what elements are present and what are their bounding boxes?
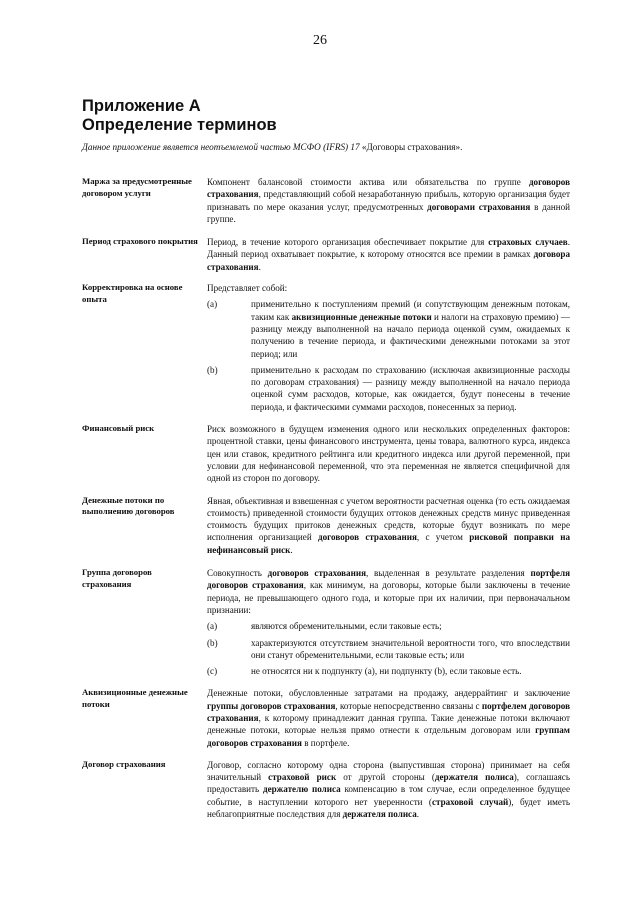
definition-subitem <box>207 298 570 359</box>
text-run: Период, в течение которого организация обеспечивает покрытие для <box>207 237 489 248</box>
definition-term: Маржа за предусмотренные договором услуги <box>82 176 192 198</box>
definition-entry <box>82 687 570 748</box>
defined-term-ref: аквизиционные денежные потоки <box>291 311 432 322</box>
text-run: , которые непосредственно связаны с <box>335 700 482 711</box>
definition-text <box>207 423 570 484</box>
definition-subitem <box>207 364 570 413</box>
definition-text <box>207 236 570 273</box>
defined-term-ref: договорами страхования <box>427 201 531 212</box>
text-run: Совокупность <box>207 568 268 579</box>
definition-term: Корректировка на основе опыта <box>82 282 183 304</box>
definition-term: Аквизиционные денежные потоки <box>82 687 188 709</box>
text-run: компенсацию в том случае, если определенное будущее событие, в наступлении которого нет уверенности ( <box>207 784 570 807</box>
definition-subitem <box>207 620 570 632</box>
text-run: Риск возможного в будущем изменения одного или нескольких определенных факторов: процентной ставки, цены финансового инструмента, цены товара, валютного курса, индекса цен или ставок, кредитного рейтинга или кредитного индекса или другой переменной, при условии для нефинансовой переменной, что эта переменная не является специфичной для одной из сторон по договору. <box>207 424 570 484</box>
definition-body <box>207 236 570 273</box>
defined-term-ref: договора страхования <box>207 249 570 272</box>
subitem-text <box>251 364 570 413</box>
text-run: , как минимум, на договоры, которые были заключены в течение периода, не превышающего одного года, и которые при их наличии, при первоначальном признании: <box>207 580 570 615</box>
definition-term: Денежные потоки по выполнению договоров <box>82 494 175 517</box>
definitions-list <box>82 176 570 830</box>
defined-term-ref: держателя полиса <box>434 772 514 783</box>
text-run: в данной группе. <box>207 201 570 224</box>
text-run: и налоги на страховую премию) — разницу между выполненной на начало периода оценкой сумм, ожидаемых к получению в течение периода, и фактическими денежными потоками за этот период; или <box>251 311 570 359</box>
definition-entry <box>82 282 570 413</box>
definition-term: Финансовый риск <box>82 423 155 434</box>
text-run: применительно к расходам по страхованию (исключая аквизиционные расходы по договорам страхования) — разницу между выполненной на начало периода оценкой сумм расходов, которые, как ожидается, будут понесены в течение периода, и фактическими суммами расходов, понесенных за период. <box>251 364 570 412</box>
text-run: Явная, объективная и взвешенная с учетом вероятности расчетная оценка (то есть ожидаемая стоимость) приведенной стоимости будущих оттоков денежных средств минус приведенная стоимость будущих притоков денежных средств, которые будут возникать по мере исполнения организацией <box>207 495 570 543</box>
text-run: Представляет собой: <box>207 283 288 294</box>
defined-term-ref: портфелем договоров страхования <box>207 700 571 723</box>
definition-body <box>207 567 570 677</box>
intro-italic: Данное приложение является неотъемлемой частью МСФО (IFRS) 17 <box>82 142 362 152</box>
text-run: . <box>290 544 293 555</box>
definition-body <box>207 176 570 225</box>
definition-term: Группа договоров страхования <box>82 567 152 589</box>
definition-entry <box>82 236 570 273</box>
definition-entry <box>82 567 570 677</box>
definition-entry <box>82 423 570 484</box>
defined-term-ref: держателя полиса <box>342 809 417 820</box>
subitem-label: (a) <box>207 621 218 632</box>
subitem-text <box>251 665 570 677</box>
text-run: , к которому принадлежит данная группа. Такие денежные потоки включают денежные потоки, которые нельзя прямо отнести к отдельным договорам или <box>207 712 570 736</box>
text-run: . Данный период охватывает покрытие, к которому относятся все премии в рамках <box>207 237 570 260</box>
definition-text <box>207 495 570 556</box>
text-run: в портфеле. <box>301 737 350 748</box>
text-run: Договор, согласно которому одна сторона (выпустившая сторона) принимает на себя значительный <box>207 759 570 783</box>
defined-term-ref: портфеля договоров страхования <box>207 568 570 591</box>
definition-entry <box>82 495 570 556</box>
text-run: , с учетом <box>416 532 470 543</box>
defined-term-ref: договоров страхования <box>207 177 570 200</box>
definition-subitem <box>207 665 570 677</box>
text-run: ), соглашаясь предоставить <box>207 772 570 795</box>
text-run: , выделенная в результате разделения <box>366 568 531 579</box>
definition-text <box>207 759 570 820</box>
page-title <box>82 97 277 135</box>
defined-term-ref: группам договоров страхования <box>207 725 570 748</box>
text-run: ), будет иметь неблагоприятные последствия для <box>207 796 570 820</box>
subitem-text <box>251 298 570 359</box>
text-run: . <box>258 261 261 272</box>
text-run: применительно к поступлениям премий (и сопутствующим денежным потокам, таким как <box>251 299 570 322</box>
page-number: 26 <box>313 33 327 48</box>
text-run: Денежные потоки, обусловленные затратами на продажу, андеррайтинг и заключение <box>207 688 570 699</box>
defined-term-ref: страховой случай <box>431 796 509 807</box>
text-run: , представляющий собой незаработанную прибыль, которую организация будет признавать по мере оказания услуг, предусмотренных <box>207 189 570 212</box>
text-run: характеризуются отсутствием значительной вероятности того, что впоследствии они станут обременительными, если таковые есть; или <box>251 637 570 660</box>
intro-note <box>82 141 582 153</box>
definition-body <box>207 759 570 820</box>
definition-text <box>207 176 570 225</box>
text-run: от другой стороны ( <box>336 772 435 783</box>
definition-body <box>207 282 570 413</box>
definition-text <box>207 567 570 616</box>
definition-term: Договор страхования <box>82 758 166 769</box>
defined-term-ref: группы договоров страхования <box>207 700 336 711</box>
definition-subitem <box>207 637 570 662</box>
defined-term-ref: страховой риск <box>268 772 337 783</box>
subitem-label: (b) <box>207 637 218 648</box>
defined-term-ref: договоров страхования <box>317 532 417 543</box>
subitem-label: (b) <box>207 364 218 375</box>
definition-text <box>207 687 570 748</box>
defined-term-ref: договоров страхования <box>267 568 367 579</box>
text-run: Компонент балансовой стоимости актива или обязательства по группе <box>207 177 529 187</box>
definition-entry <box>82 759 570 820</box>
subitem-label: (c) <box>207 666 218 677</box>
subitem-text <box>251 620 570 632</box>
section-title: Определение терминов <box>82 116 277 134</box>
subitem-text <box>251 637 570 662</box>
appendix-title: Приложение А <box>82 97 201 115</box>
intro-standard-name: «Договоры страхования». <box>361 142 463 152</box>
defined-term-ref: рисковой поправки на нефинансовый риск <box>207 532 570 555</box>
text-run: являются обременительными, если таковые есть; <box>251 621 442 632</box>
definition-body <box>207 687 570 748</box>
definition-term: Период страхового покрытия <box>82 236 198 247</box>
subitem-label: (a) <box>207 299 218 310</box>
text-run: не относятся ни к подпункту (a), ни подпункту (b), если таковые есть. <box>251 666 522 677</box>
defined-term-ref: держателю полиса <box>262 784 341 795</box>
definition-body <box>207 495 570 556</box>
text-run: . <box>416 809 420 820</box>
definition-body <box>207 423 570 484</box>
defined-term-ref: страховых случаев <box>488 237 568 248</box>
definition-entry <box>82 176 570 225</box>
definition-text <box>207 282 570 294</box>
